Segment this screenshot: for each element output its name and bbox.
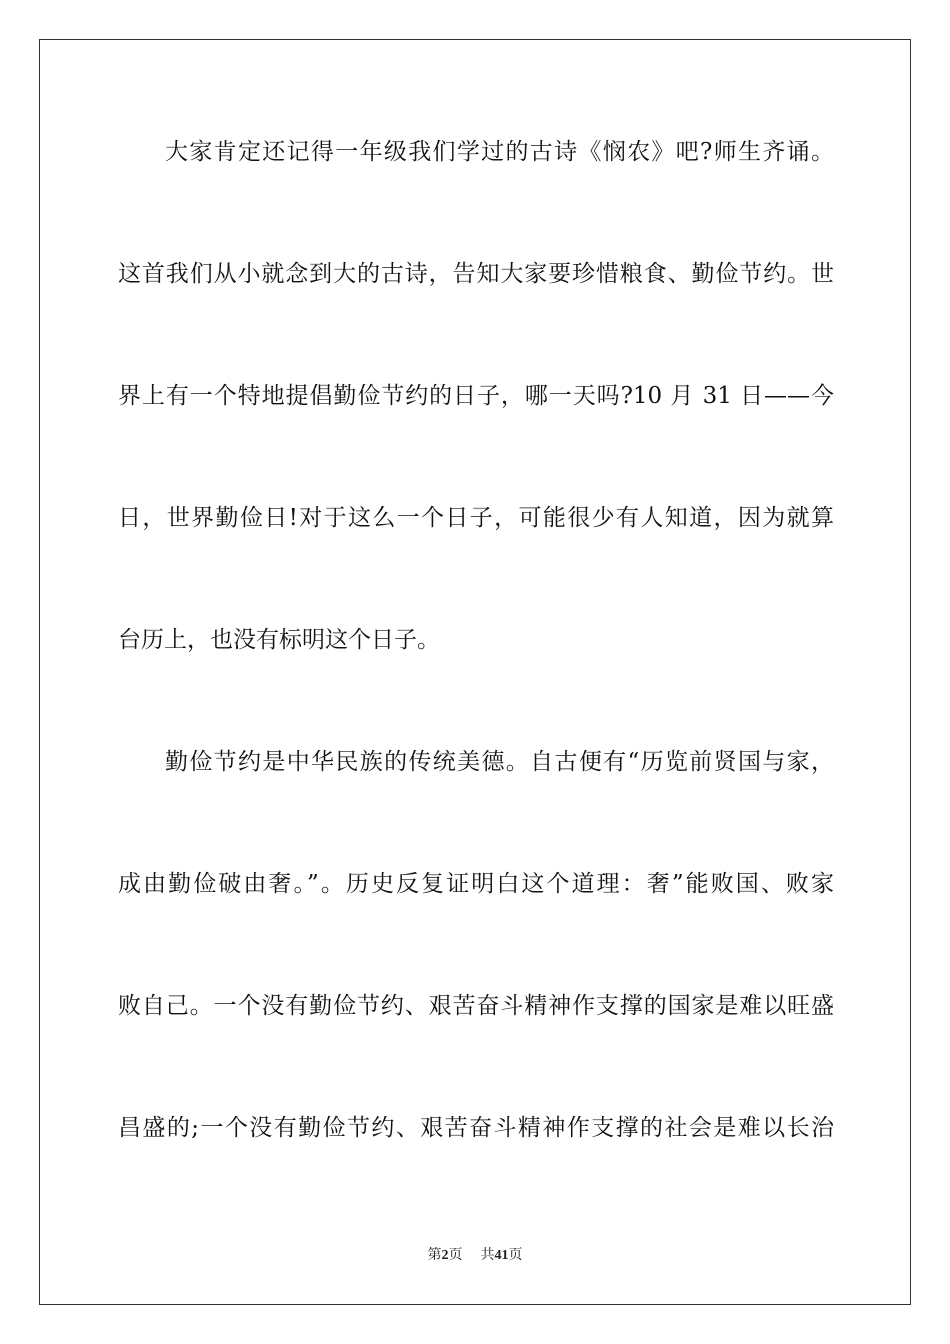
paragraph-1-line-3: 界上有一个特地提倡勤俭节约的日子，哪一天吗?10 月 31 日——今 (118, 383, 834, 409)
paragraph-2-line-2: 成由勤俭破由奢。”。历史反复证明白这个道理：奢”能败国、败家 (118, 871, 834, 897)
paragraph-1-line-2: 这首我们从小就念到大的古诗，告知大家要珍惜粮食、勤俭节约。世 (118, 261, 834, 287)
page-suffix: 页 (448, 1248, 463, 1263)
paragraph-1-line-4: 日，世界勤俭日!对于这么一个日子，可能很少有人知道，因为就算 (118, 505, 834, 531)
paragraph-2-line-4: 昌盛的;一个没有勤俭节约、艰苦奋斗精神作支撑的社会是难以长治 (118, 1115, 834, 1141)
paragraph-2-line-1: 勤俭节约是中华民族的传统美德。自古便有“历览前贤国与家， (165, 749, 834, 775)
page-footer (0, 1246, 950, 1266)
total-prefix: 共 (480, 1248, 495, 1263)
page-number: 2 (441, 1248, 449, 1263)
paragraph-2-line-3: 败自己。一个没有勤俭节约、艰苦奋斗精神作支撑的国家是难以旺盛 (118, 993, 834, 1019)
page-prefix: 第 (427, 1248, 442, 1263)
total-suffix: 页 (508, 1248, 523, 1263)
paragraph-1-line-5: 台历上，也没有标明这个日子。 (118, 627, 440, 653)
total-pages: 41 (494, 1248, 509, 1263)
paragraph-1-line-1: 大家肯定还记得一年级我们学过的古诗《悯农》吧?师生齐诵。 (165, 139, 834, 165)
